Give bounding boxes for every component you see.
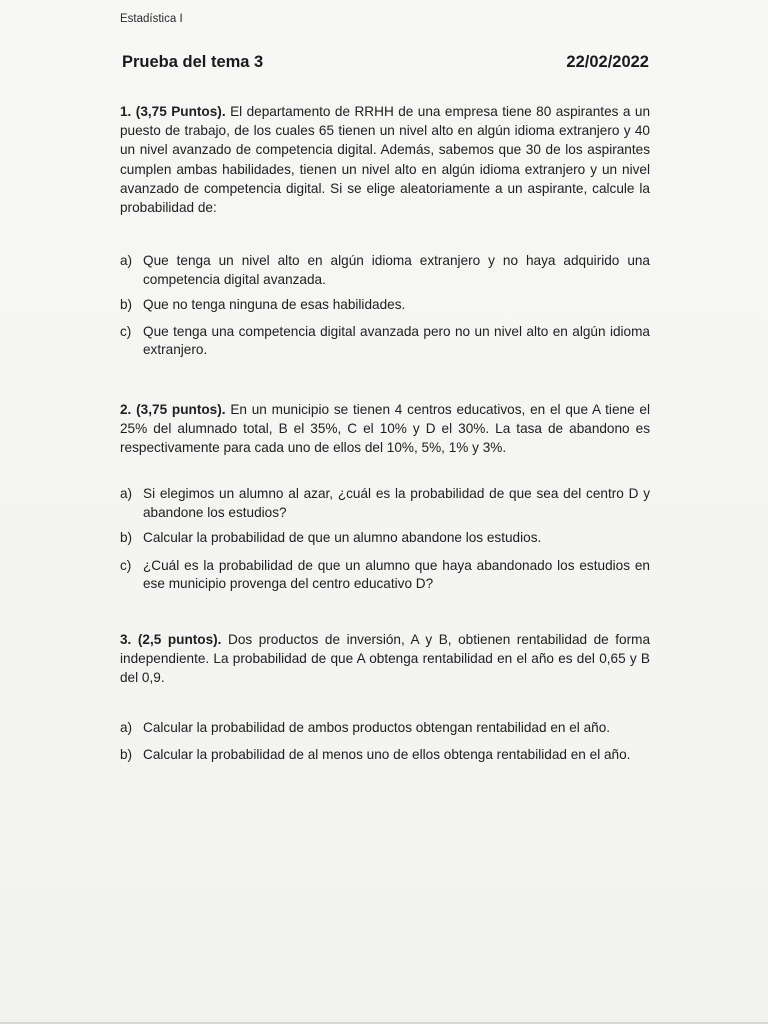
problem-text: Dos productos de inversión, A y B, obtienen rentabilidad de forma independiente. La probabilidad de que A obtenga rentabilidad en el año es del 0,65 y B del 0,9. <box>120 632 651 686</box>
title-row <box>122 53 649 72</box>
problem-points: (3,75 puntos). <box>136 402 226 417</box>
question-item <box>120 323 650 360</box>
question-text: Calcular la probabilidad de que un alumno abandone los estudios. <box>143 530 542 545</box>
question-letter: b) <box>120 746 133 762</box>
problem-points: (3,75 Puntos). <box>135 104 226 119</box>
question-text: Calcular la probabilidad de al menos uno de ellos obtenga rentabilidad en el año. <box>143 746 631 762</box>
question-item <box>120 529 650 548</box>
question-item <box>120 746 650 765</box>
problem-1-questions <box>120 252 650 360</box>
problem-3-statement <box>120 630 650 688</box>
problem-number: 3. <box>120 632 132 647</box>
question-text: ¿Cuál es la probabilidad de que un alumno que haya abandonado los estudios en ese municipio provenga del centro educativo D? <box>143 557 650 591</box>
problem-points: (2,5 puntos). <box>137 632 222 647</box>
question-item <box>120 719 650 738</box>
problem-text: El departamento de RRHH de una empresa tiene 80 aspirantes a un puesto de trabajo, de los cuales 65 tienen un nivel alto en algún idioma extranjero y 40 un nivel avanzado de competencia digital. Además, sabemos que 30 de los aspirantes cumplen ambas habilidades, tienen un nivel alto en algún idioma extranjero y un nivel avanzado de competencia digital. Si se elige aleatoriamente a un aspirante, calcule la probabilidad de: <box>120 104 651 216</box>
question-letter: b) <box>120 297 133 312</box>
question-text: Que no tenga ninguna de esas habilidades. <box>143 297 406 312</box>
question-text: Que tenga una competencia digital avanzada pero no un nivel alto en algún idioma extranjero. <box>143 323 650 357</box>
problem-3-questions <box>120 719 650 764</box>
subject-header: Estadística I <box>120 13 183 25</box>
question-item <box>120 296 650 315</box>
question-letter: a) <box>120 720 133 735</box>
question-item <box>120 557 650 594</box>
question-item <box>120 252 650 289</box>
exam-date: 22/02/2022 <box>566 53 649 71</box>
problem-1-statement <box>120 102 650 217</box>
question-letter: a) <box>120 253 133 268</box>
problem-2-questions <box>120 485 650 594</box>
question-letter: a) <box>120 486 133 501</box>
question-letter: c) <box>120 323 132 339</box>
question-letter: b) <box>120 530 133 545</box>
question-text: Que tenga un nivel alto en algún idioma extranjero y no haya adquirido una competencia digital avanzada. <box>143 253 650 287</box>
problem-number: 1. <box>120 104 132 119</box>
question-letter: c) <box>120 557 132 573</box>
problem-number: 2. <box>120 402 132 417</box>
question-text: Si elegimos un alumno al azar, ¿cuál es la probabilidad de que sea del centro D y abandone los estudios? <box>143 486 650 520</box>
problem-text: En un municipio se tienen 4 centros educativos, en el que A tiene el 25% del alumnado total, B el 35%, C el 10% y D el 30%. La tasa de abandono es respectivamente para cada uno de ellos del 10%, 5%, 1% y 3%. <box>120 402 650 456</box>
question-text: Calcular la probabilidad de ambos productos obtengan rentabilidad en el año. <box>143 720 611 735</box>
question-item <box>120 485 650 522</box>
exam-title: Prueba del tema 3 <box>122 53 264 71</box>
problem-2-statement <box>120 400 650 458</box>
